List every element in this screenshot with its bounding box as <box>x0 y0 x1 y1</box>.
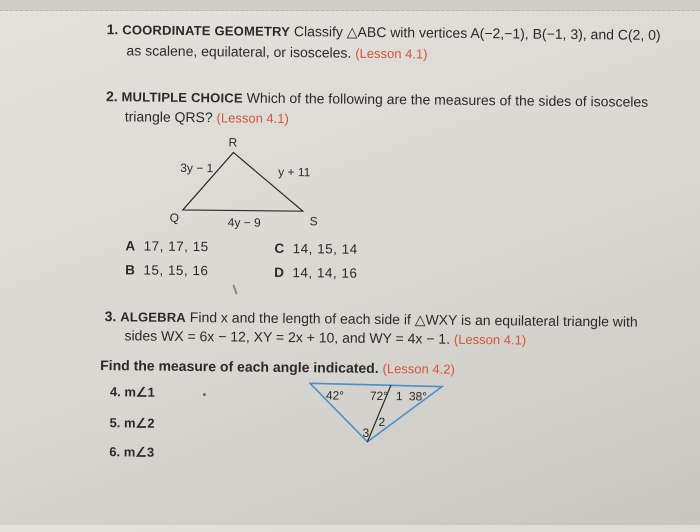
q2-text-2: triangle QRS? <box>124 108 213 126</box>
q1-text-1: Classify △ABC with vertices A(−2,−1), B(−1, 3), and C(2, 0) <box>293 23 661 43</box>
q1-lesson: (Lesson 4.1) <box>355 45 428 62</box>
choice-a-text: 17, 17, 15 <box>143 238 209 255</box>
q3-heading: ALGEBRA <box>120 309 187 325</box>
q4-text: m∠1 <box>124 384 155 400</box>
angle-3-label: 3 <box>362 425 370 440</box>
section-lesson: (Lesson 4.2) <box>382 361 455 377</box>
q5-number: 5. <box>109 415 121 431</box>
choice-a-letter: A <box>125 238 136 254</box>
choice-d-letter: D <box>274 264 285 280</box>
q5-item <box>109 415 154 431</box>
angle-1-label: 1 <box>395 389 403 404</box>
choice-c-text: 14, 15, 14 <box>292 241 358 257</box>
choice-b <box>125 262 208 278</box>
side-qr-label: 3y − 1 <box>180 160 214 176</box>
section-heading <box>100 357 455 377</box>
choice-a <box>125 238 208 254</box>
side-rs-label: y + 11 <box>278 164 311 180</box>
choice-d <box>274 265 357 281</box>
q3-text-2: sides WX = 6x − 12, XY = 2x + 10, and WY = 4x − 1. <box>124 327 451 347</box>
q1-number: 1. <box>106 21 119 38</box>
choice-b-text: 15, 15, 16 <box>143 262 209 279</box>
angle-2-label: 2 <box>378 414 386 430</box>
q6-number: 6. <box>109 444 121 460</box>
choice-c-letter: C <box>274 240 285 256</box>
q5-text: m∠2 <box>123 415 155 431</box>
vertex-r-label: R <box>228 135 238 150</box>
q3-lesson: (Lesson 4.1) <box>453 331 527 348</box>
q6-text: m∠3 <box>123 444 155 460</box>
angle-diagram <box>305 379 456 451</box>
q2-line1 <box>106 88 648 110</box>
q3-text-1: Find x and the length of each side if △WXY is an equilateral triangle with <box>189 309 638 330</box>
q2-heading: MULTIPLE CHOICE <box>121 89 243 106</box>
angle-72-label: 72° <box>369 388 389 404</box>
q3-number: 3. <box>104 308 117 325</box>
q4-number: 4. <box>109 384 121 400</box>
q3-line2 <box>124 327 526 347</box>
triangle-qrs-diagram <box>158 130 339 232</box>
pencil-mark <box>232 284 237 294</box>
q2-line2 <box>125 108 289 126</box>
choice-b-letter: B <box>125 262 136 278</box>
vertex-s-label: S <box>309 214 318 229</box>
q4-item <box>110 384 155 400</box>
q1-heading: COORDINATE GEOMETRY <box>122 22 291 40</box>
vertex-q-label: Q <box>169 210 180 225</box>
pencil-dot <box>203 393 206 396</box>
angle-38-label: 38° <box>408 389 428 404</box>
q1-text-2: as scalene, equilateral, or isosceles. <box>126 42 352 61</box>
choice-d-text: 14, 14, 16 <box>292 265 358 281</box>
q2-number: 2. <box>105 88 118 105</box>
q6-item <box>109 444 154 460</box>
q2-text-1: Which of the following are the measures of the sides of isosceles <box>246 89 649 110</box>
q1-line2 <box>126 42 427 61</box>
side-qs-label: 4y − 9 <box>227 215 261 230</box>
q2-lesson: (Lesson 4.1) <box>216 110 289 127</box>
angle-42-label: 42° <box>325 388 345 403</box>
section-title: Find the measure of each angle indicated. <box>100 357 379 376</box>
choice-c <box>274 241 357 257</box>
q1-line1 <box>107 21 661 44</box>
